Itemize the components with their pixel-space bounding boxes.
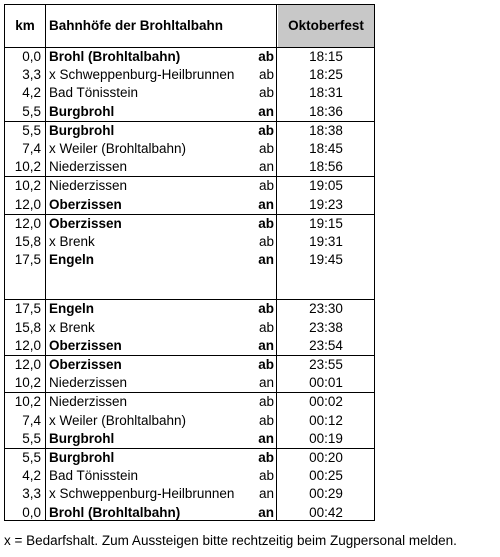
table-row	[5, 300, 374, 318]
time-cell: 19:23	[309, 196, 343, 212]
event-cell: an	[258, 504, 274, 520]
footnote: x = Bedarfshalt. Zum Aussteigen bitte rechtzeitig beim Zugpersonal melden.	[4, 533, 457, 548]
station-cell: Bad Tönisstein	[49, 468, 139, 484]
station-cell: x Weiler (Brohltalbahn)	[49, 140, 187, 156]
table-row	[5, 196, 374, 214]
km-cell: 17,5	[14, 252, 41, 268]
km-cell: 12,0	[14, 357, 41, 372]
table-row	[5, 412, 374, 430]
table-row	[5, 485, 374, 503]
event-cell: an	[258, 375, 274, 391]
station-cell: Burgbrohl	[49, 430, 115, 446]
time-cell: 18:31	[309, 85, 343, 101]
table-row	[5, 449, 374, 467]
station-cell: x Schweppenburg-Heilbrunnen	[49, 67, 235, 83]
time-cell: 19:05	[309, 178, 343, 194]
event-cell: an	[258, 159, 274, 175]
time-cell: 18:25	[309, 67, 343, 83]
event-cell: ab	[258, 67, 274, 83]
table-row	[5, 103, 374, 121]
event-cell: ab	[258, 394, 274, 410]
km-cell: 5,5	[22, 103, 41, 119]
station-cell: Engeln	[49, 301, 95, 317]
table-row	[5, 66, 374, 84]
time-cell: 19:31	[309, 233, 343, 249]
time-cell: 23:55	[309, 357, 343, 372]
timetable-block	[5, 176, 374, 213]
timetable-block	[5, 392, 374, 448]
event-cell: ab	[258, 450, 274, 465]
time-cell: 23:30	[309, 301, 343, 317]
station-cell: Brohl (Brohltalbahn)	[49, 49, 181, 64]
station-cell: Burgbrohl	[49, 450, 115, 465]
station-cell: Niederzissen	[49, 375, 128, 391]
time-cell: 00:29	[309, 486, 343, 502]
time-cell: 18:15	[309, 49, 343, 64]
time-cell: 00:25	[309, 468, 343, 484]
km-cell: 5,5	[22, 430, 41, 446]
event-cell: ab	[258, 301, 274, 317]
time-cell: 23:54	[309, 337, 343, 353]
table-row	[5, 393, 374, 411]
station-cell: Niederzissen	[49, 394, 128, 410]
station-cell: x Brenk	[49, 233, 95, 249]
event-cell: ab	[258, 412, 274, 428]
km-cell: 15,8	[14, 319, 41, 335]
header-stations: Bahnhöfe der Brohltalbahn	[49, 18, 224, 33]
timetable-block	[5, 48, 374, 121]
event-cell: ab	[258, 233, 274, 249]
time-cell: 19:15	[309, 215, 343, 231]
time-cell: 00:02	[309, 394, 343, 410]
event-cell: ab	[258, 468, 274, 484]
station-cell: Oberzissen	[49, 337, 122, 353]
station-cell: x Weiler (Brohltalbahn)	[49, 412, 187, 428]
table-row	[5, 319, 374, 337]
table-row	[5, 251, 374, 269]
event-cell: an	[258, 430, 274, 446]
km-cell: 10,2	[14, 159, 41, 175]
station-cell: x Schweppenburg-Heilbrunnen	[49, 486, 235, 502]
event-cell: ab	[258, 357, 274, 372]
event-cell: an	[258, 196, 274, 212]
station-cell: Niederzissen	[49, 178, 128, 194]
km-cell: 12,0	[14, 337, 41, 353]
time-cell: 18:36	[309, 103, 343, 119]
km-cell: 0,0	[22, 504, 41, 520]
station-cell: x Brenk	[49, 319, 95, 335]
timetable-block	[5, 121, 374, 177]
km-cell: 4,2	[22, 468, 41, 484]
event-cell: ab	[258, 49, 274, 64]
table-row	[5, 48, 374, 66]
time-cell: 19:45	[309, 252, 343, 268]
time-cell: 23:38	[309, 319, 343, 335]
km-cell: 15,8	[14, 233, 41, 249]
timetable-block	[5, 355, 374, 392]
table-row	[5, 158, 374, 176]
time-cell: 18:45	[309, 140, 343, 156]
station-cell: Oberzissen	[49, 215, 122, 231]
table-row	[5, 215, 374, 233]
event-cell: an	[258, 252, 274, 268]
km-cell: 10,2	[14, 375, 41, 391]
table-row	[5, 140, 374, 158]
table-row	[5, 177, 374, 195]
km-cell: 12,0	[14, 196, 41, 212]
km-cell: 7,4	[22, 412, 41, 428]
time-cell: 18:56	[309, 159, 343, 175]
km-cell: 4,2	[22, 85, 41, 101]
station-cell: Bad Tönisstein	[49, 85, 139, 101]
table-row	[5, 233, 374, 251]
station-cell: Oberzissen	[49, 357, 122, 372]
km-cell: 12,0	[14, 215, 41, 231]
event-cell: ab	[258, 215, 274, 231]
time-cell: 00:19	[309, 430, 343, 446]
event-cell: ab	[258, 319, 274, 335]
time-cell: 00:01	[309, 375, 343, 391]
table-row	[5, 504, 374, 522]
event-cell: an	[258, 103, 274, 119]
station-cell: Oberzissen	[49, 196, 122, 212]
timetable-block	[5, 448, 374, 522]
header-km: km	[15, 18, 35, 33]
km-cell: 5,5	[22, 122, 41, 138]
km-cell: 3,3	[22, 486, 41, 502]
table-row	[5, 122, 374, 140]
km-cell: 0,0	[22, 49, 41, 64]
table-row	[5, 374, 374, 392]
event-cell: an	[258, 486, 274, 502]
event-cell: ab	[258, 178, 274, 194]
timetable-block	[5, 300, 374, 355]
time-cell: 00:12	[309, 412, 343, 428]
station-cell: Brohl (Brohltalbahn)	[49, 504, 181, 520]
station-cell: Burgbrohl	[49, 122, 115, 138]
table-row	[5, 430, 374, 448]
timetable	[4, 4, 375, 521]
event-cell: ab	[258, 122, 274, 138]
km-cell: 10,2	[14, 394, 41, 410]
table-row	[5, 467, 374, 485]
event-cell: an	[258, 337, 274, 353]
time-cell: 18:38	[309, 122, 343, 138]
table-row	[5, 356, 374, 374]
km-cell: 7,4	[22, 140, 41, 156]
station-cell: Engeln	[49, 252, 95, 268]
km-cell: 10,2	[14, 178, 41, 194]
event-cell: ab	[258, 85, 274, 101]
time-cell: 00:42	[309, 504, 343, 520]
km-cell: 3,3	[22, 67, 41, 83]
station-cell: Niederzissen	[49, 159, 128, 175]
timetable-header	[5, 5, 374, 48]
km-cell: 17,5	[14, 301, 41, 317]
km-cell: 5,5	[22, 450, 41, 465]
time-cell: 00:20	[309, 450, 343, 465]
table-row	[5, 84, 374, 102]
station-cell: Burgbrohl	[49, 103, 115, 119]
event-cell: ab	[258, 140, 274, 156]
header-event: Oktoberfest	[278, 5, 374, 47]
timetable-block	[5, 214, 374, 270]
table-row	[5, 337, 374, 355]
